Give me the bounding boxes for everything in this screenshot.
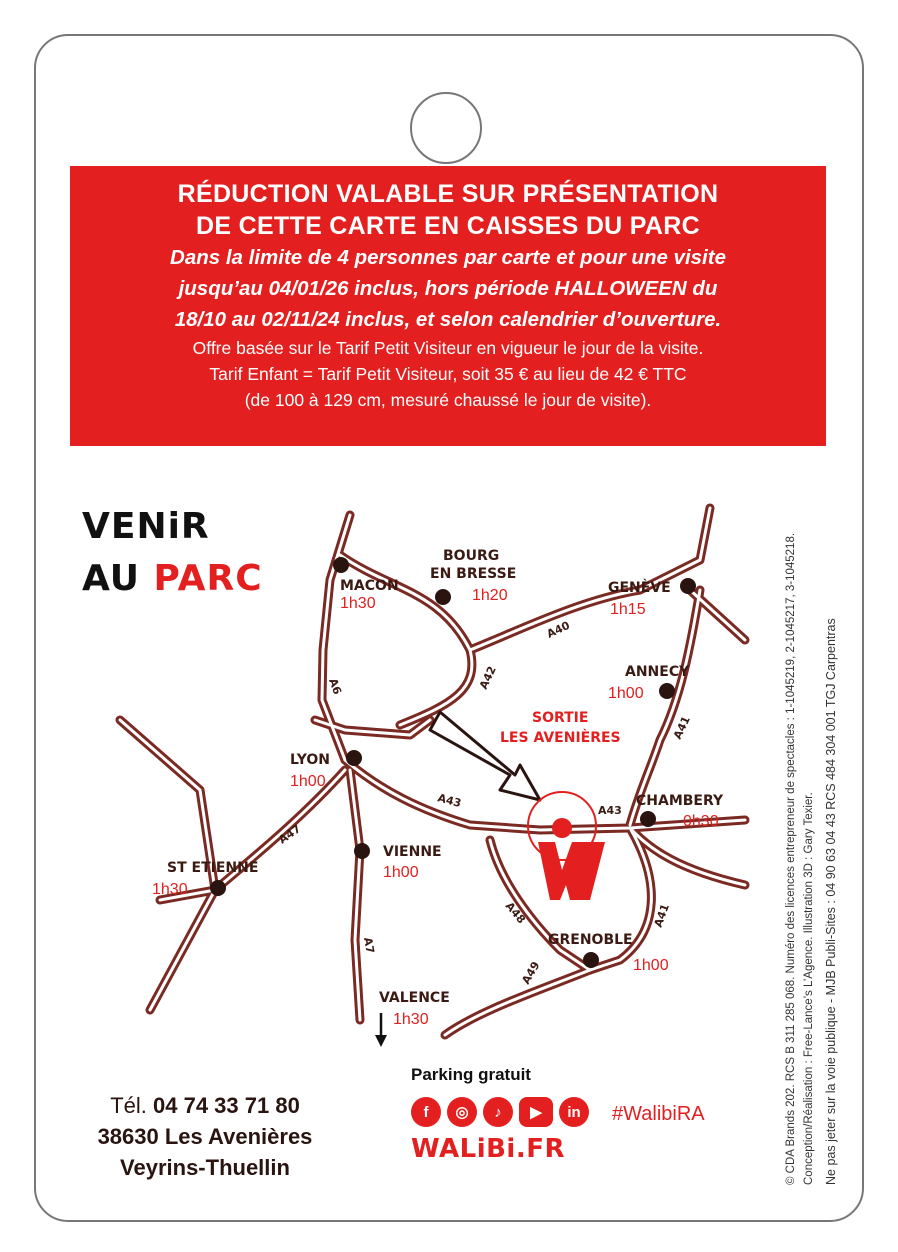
facebook-icon[interactable]: f: [411, 1097, 441, 1127]
address-line-1: 38630 Les Avenières: [97, 1124, 313, 1149]
lyon-time: 1h00: [290, 773, 326, 790]
vienne-dot: [354, 843, 370, 859]
geneve-dot: [680, 578, 696, 594]
annecy-label: ANNECY: [625, 664, 690, 680]
valence-arrow-head: [375, 1035, 387, 1047]
banner-note-1: Offre basée sur le Tarif Petit Visiteur en vigueur le jour de la visite.: [192, 338, 704, 358]
vienne-label: VIENNE: [383, 844, 442, 860]
bourg-label-1: BOURG: [443, 548, 500, 564]
legal-line-2: Conception/Réalisation : Free-Lance’s L’Agence. Illustration 3D : Gary Texier.: [803, 792, 815, 1185]
geneve-label: GENÈVE: [608, 580, 671, 596]
chambery-time: 0h30: [683, 813, 719, 830]
map-title-au: AU: [82, 558, 140, 599]
bourg-dot: [435, 589, 451, 605]
banner-heading-2: DE CETTE CARTE EN CAISSES DU PARC: [196, 212, 700, 240]
grenoble-label: GRENOBLE: [548, 932, 633, 948]
phone-number: 04 74 33 71 80: [153, 1093, 300, 1118]
lyon-label: LYON: [290, 752, 330, 768]
macon-label: MACON: [340, 578, 399, 594]
exit-arrow: [430, 712, 540, 800]
road-label-a43-right: A43: [598, 804, 622, 817]
banner-note-3: (de 100 à 129 cm, mesuré chaussé le jour de visite).: [244, 390, 652, 410]
chambery-label: CHAMBERY: [636, 793, 724, 809]
banner-heading-1: RÉDUCTION VALABLE SUR PRÉSENTATION: [177, 180, 719, 208]
map-title-line1: VENiR: [82, 506, 210, 547]
road-label-a47: A47: [276, 822, 304, 847]
banner-italic-3: 18/10 au 02/11/24 inclus, et selon calendrier d’ouverture.: [174, 308, 722, 331]
macon-time: 1h30: [340, 595, 376, 612]
road-label-a6: A6: [326, 676, 344, 697]
valence-label: VALENCE: [379, 990, 450, 1006]
banner-italic-2: jusqu’au 04/01/26 inclus, hors période HALLOWEEN du: [178, 277, 718, 300]
banner-note-2: Tarif Enfant = Tarif Petit Visiteur, soit 35 € au lieu de 42 € TTC: [209, 364, 687, 384]
legal-line-3: Ne pas jeter sur la voie publique - MJB Publi-Sites : 04 90 63 04 43 RCS 484 304 001 TGJ Carpentras: [824, 618, 838, 1185]
youtube-icon[interactable]: ▶: [519, 1097, 553, 1127]
map-title-parc: PARC: [153, 558, 263, 599]
geneve-time: 1h15: [610, 601, 646, 618]
road-label-a43-left: A43: [436, 791, 463, 811]
bourg-label-2: EN BRESSE: [430, 566, 517, 582]
road-label-a41-bottom: A41: [651, 902, 672, 930]
chambery-dot: [640, 811, 656, 827]
valence-time: 1h30: [393, 1011, 429, 1028]
walibi-logo-map: [538, 842, 605, 900]
bourg-time: 1h20: [472, 587, 508, 604]
phone-label: Tél.: [110, 1093, 147, 1118]
instagram-icon[interactable]: ◎: [447, 1097, 477, 1127]
sortie-label-1: SORTIE: [532, 710, 589, 726]
linkedin-icon[interactable]: in: [559, 1097, 589, 1127]
hashtag[interactable]: #WalibiRA: [612, 1103, 705, 1125]
grenoble-time: 1h00: [633, 957, 669, 974]
st-etienne-dot: [210, 880, 226, 896]
road-label-a41-top: A41: [670, 714, 693, 742]
sortie-label-2: LES AVENIÈRES: [500, 730, 621, 746]
phone-line: [60, 1090, 350, 1121]
road-label-a48: A48: [502, 899, 528, 927]
banner-italic-1: Dans la limite de 4 personnes par carte et pour une visite: [170, 246, 726, 269]
lyon-dot: [346, 750, 362, 766]
st-etienne-time: 1h30: [152, 881, 188, 898]
road-label-a49: A49: [519, 959, 543, 987]
exit-dot: [552, 818, 572, 838]
tiktok-icon[interactable]: ♪: [483, 1097, 513, 1127]
contact-block: [60, 1090, 350, 1183]
st-etienne-label: ST ETIENNE: [167, 860, 259, 876]
road-label-a40: A40: [544, 618, 572, 641]
annecy-time: 1h00: [608, 685, 644, 702]
website-link[interactable]: WALiBi.FR: [411, 1134, 565, 1164]
legal-line-1: © CDA Brands 202. RCS B 311 285 068. Numéro des licences entrepreneur de spectacles : 1-1045219, 2-1045217, 3-1045218.: [785, 532, 797, 1185]
social-icons: [411, 1097, 589, 1127]
macon-dot: [333, 557, 349, 573]
parking-label: Parking gratuit: [411, 1065, 531, 1084]
annecy-dot: [659, 683, 675, 699]
address-line-2: Veyrins-Thuellin: [120, 1155, 290, 1180]
vienne-time: 1h00: [383, 864, 419, 881]
grenoble-dot: [583, 952, 599, 968]
road-label-a42: A42: [476, 664, 499, 692]
road-label-a7: A7: [361, 936, 377, 955]
